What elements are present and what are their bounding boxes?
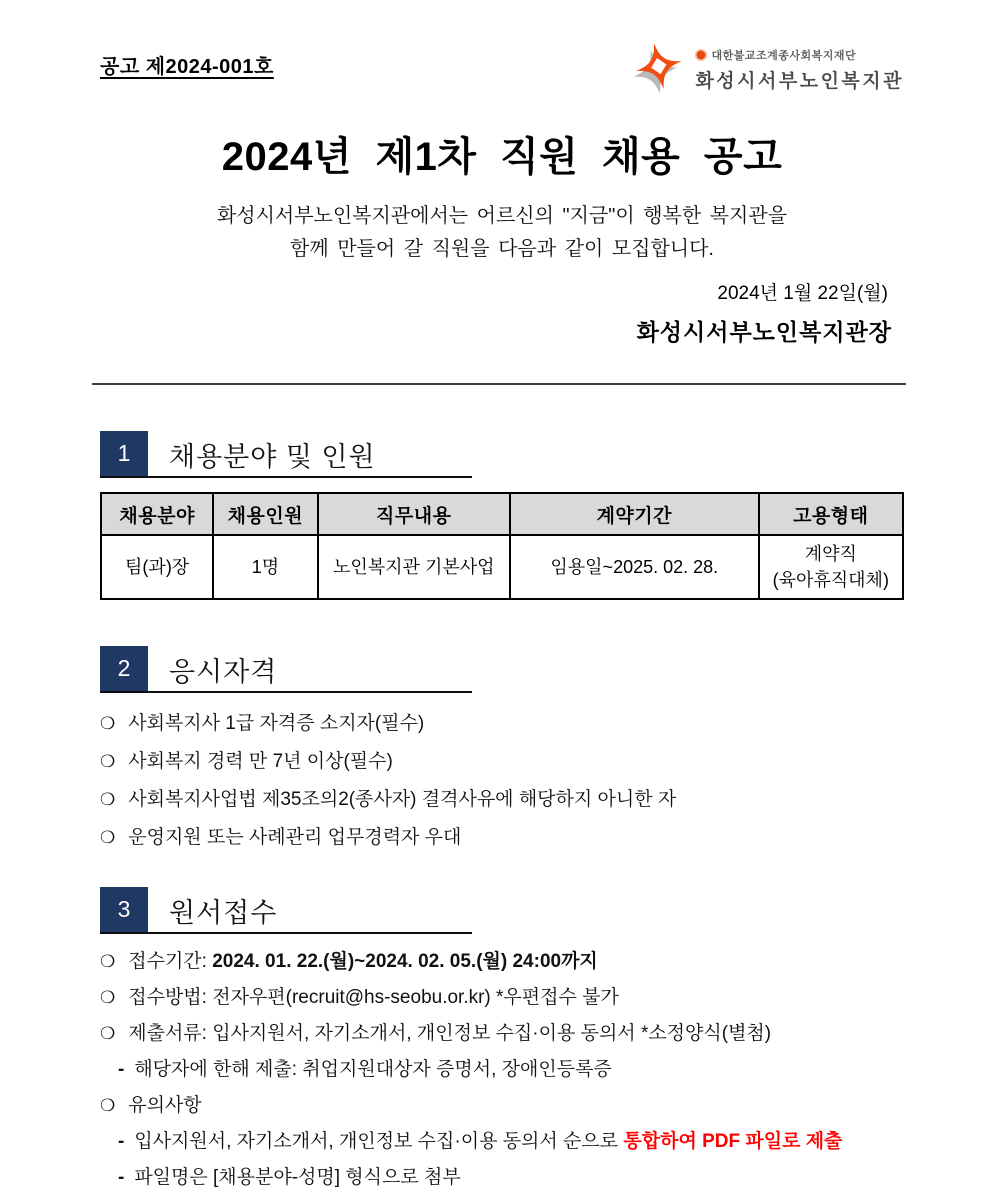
- list-item: [100, 781, 904, 819]
- signer-name: 화성시서부노인복지관장: [636, 319, 892, 345]
- application-documents: 제출서류: 입사지원서, 자기소개서, 개인정보 수집·이용 동의서 *소정양식(별첨): [128, 1023, 772, 1044]
- qualification-text: 운영지원 또는 사례관리 업무경력자 우대: [128, 827, 462, 848]
- cell-count: 1명: [213, 535, 317, 599]
- list-item: [100, 819, 904, 857]
- list-item: [100, 980, 904, 1016]
- dash-bullet-icon: -: [118, 1131, 125, 1152]
- intro-paragraph: [100, 200, 904, 266]
- list-sub-item: [100, 1124, 904, 1160]
- section-1-heading: [100, 431, 472, 478]
- circle-bullet-icon: ❍: [100, 988, 116, 1007]
- circle-bullet-icon: ❍: [100, 752, 116, 771]
- application-list: [100, 944, 904, 1196]
- qualification-text: 사회복지사 1급 자격증 소지자(필수): [128, 713, 425, 734]
- doc-number: 공고 제2024-001호: [100, 56, 274, 78]
- table-header-count: 채용인원: [213, 493, 317, 535]
- list-sub-item: [100, 1160, 904, 1196]
- section-2-title: 응시자격: [169, 657, 278, 687]
- notice-filename-instruction: 파일명은 [채용분야-성명] 형식으로 첨부: [134, 1167, 461, 1188]
- org-name: 화성시서부노인복지관: [695, 70, 904, 92]
- qualification-list: [100, 705, 904, 857]
- application-period-value: 2024. 01. 22.(월)~2024. 02. 05.(월) 24:00까지: [212, 951, 598, 972]
- section-2-heading: [100, 646, 472, 693]
- list-item: [100, 1088, 904, 1124]
- list-item: [100, 705, 904, 743]
- circle-bullet-icon: ❍: [100, 1024, 116, 1043]
- table-header-period: 계약기간: [510, 493, 759, 535]
- org-logo: [632, 38, 904, 101]
- qualification-text: 사회복지 경력 만 7년 이상(필수): [128, 751, 393, 772]
- application-documents-conditional: 해당자에 한해 제출: 취업지원대상자 증명서, 장애인등록증: [134, 1059, 612, 1080]
- section-1-number-badge: 1: [100, 431, 148, 476]
- recruitment-table: [100, 492, 904, 600]
- foundation-name-label: 대한불교조계종사회복지재단: [711, 49, 857, 62]
- cell-period: 임용일~2025. 02. 28.: [510, 535, 759, 599]
- application-notice-label: 유의사항: [128, 1095, 202, 1116]
- table-header-row: [101, 493, 903, 535]
- circle-bullet-icon: ❍: [100, 952, 116, 971]
- cell-field: 팀(과)장: [101, 535, 213, 599]
- org-logo-text: [695, 47, 904, 93]
- announcement-date: 2024년 1월 22일(월): [717, 283, 888, 304]
- circle-bullet-icon: ❍: [100, 1096, 116, 1115]
- notice-pdf-instruction: [134, 1124, 842, 1160]
- section-3-heading: [100, 887, 472, 934]
- list-item: [100, 743, 904, 781]
- list-item: [100, 1016, 904, 1052]
- table-row: [101, 535, 903, 599]
- star-logo-icon: [632, 38, 686, 101]
- list-item: [100, 944, 904, 980]
- circle-bullet-icon: ❍: [100, 828, 116, 847]
- section-1-title: 채용분야 및 인원: [169, 442, 376, 472]
- document-header-row: [100, 38, 904, 101]
- dash-bullet-icon: -: [118, 1167, 125, 1188]
- section-3-number-badge: 3: [100, 887, 148, 932]
- dash-bullet-icon: -: [118, 1059, 125, 1080]
- notice-pdf-highlight: 통합하여 PDF 파일로 제출: [623, 1131, 843, 1152]
- cell-type-line-2: (육아휴직대체): [772, 570, 889, 590]
- qualification-text: 사회복지사업법 제35조의2(종사자) 결격사유에 해당하지 아니한 자: [128, 789, 677, 810]
- intro-line-1: 화성시서부노인복지관에서는 어르신의 "지금"이 행복한 복지관을: [216, 205, 788, 227]
- application-method: 접수방법: 전자우편(recruit@hs-seobu.or.kr) *우편접수 불가: [128, 987, 619, 1008]
- intro-line-2: 함께 만들어 갈 직원을 다음과 같이 모집합니다.: [290, 238, 714, 260]
- section-2-number-badge: 2: [100, 646, 148, 691]
- horizontal-divider: [92, 383, 906, 385]
- circle-bullet-icon: ❍: [100, 790, 116, 809]
- circle-bullet-icon: ❍: [100, 714, 116, 733]
- page-title: 2024년 제1차 직원 채용 공고: [221, 135, 783, 179]
- table-header-field: 채용분야: [101, 493, 213, 535]
- cell-duty: 노인복지관 기본사업: [318, 535, 510, 599]
- section-3-title: 원서접수: [169, 898, 278, 928]
- list-sub-item: [100, 1052, 904, 1088]
- cell-type-line-1: 계약직: [804, 544, 857, 564]
- foundation-name: [695, 47, 904, 63]
- table-header-duty: 직무내용: [318, 493, 510, 535]
- notice-pdf-plain: 입사지원서, 자기소개서, 개인정보 수집·이용 동의서 순으로: [134, 1131, 624, 1152]
- cell-type: [759, 535, 903, 599]
- foundation-emblem-icon: [695, 49, 707, 61]
- application-period-label: 접수기간:: [128, 951, 213, 972]
- application-period: [128, 944, 598, 980]
- table-header-type: 고용형태: [759, 493, 903, 535]
